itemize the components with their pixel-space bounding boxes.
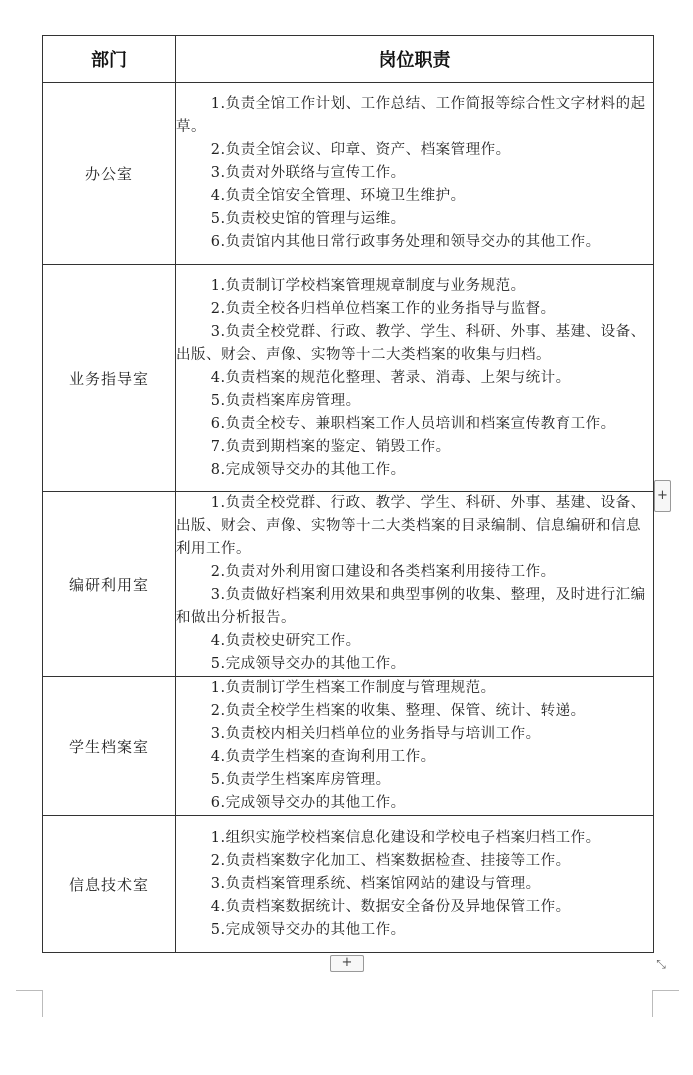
duties-cell[interactable]	[176, 677, 654, 816]
duty-item: 5.完成领导交办的其他工作。	[210, 656, 406, 672]
duty-item: 3.负责对外联络与宣传工作。	[210, 165, 406, 181]
dept-cell[interactable]: 编研利用室	[43, 492, 176, 677]
duty-item: 1.负责全馆工作计划、工作总结、工作简报等综合性文字材料的起草。	[176, 96, 646, 135]
duty-item: 1.负责全校党群、行政、教学、学生、科研、外事、基建、设备、出版、财会、声像、实物等十二大类档案的目录编制、信息编研和信息利用工作。	[176, 495, 646, 557]
duty-item: 4.负责档案的规范化整理、著录、消毒、上架与统计。	[210, 369, 571, 386]
resize-handle-icon[interactable]: ⤡	[656, 957, 666, 971]
duty-item: 3.负责校内相关归档单位的业务指导与培训工作。	[210, 726, 541, 742]
duty-item: 8.完成领导交办的其他工作。	[210, 461, 406, 478]
duty-item: 3.负责档案管理系统、档案馆网站的建设与管理。	[210, 875, 541, 892]
header-row	[43, 36, 654, 83]
dept-cell[interactable]: 办公室	[43, 83, 176, 265]
duty-item: 5.负责档案库房管理。	[210, 392, 361, 409]
duty-item: 5.负责校史馆的管理与运维。	[210, 211, 406, 227]
duty-table	[42, 35, 654, 953]
duty-item: 6.负责全校专、兼职档案工作人员培训和档案宣传教育工作。	[210, 415, 616, 432]
duty-item: 5.完成领导交办的其他工作。	[210, 921, 406, 938]
duty-item: 2.负责档案数字化加工、档案数据检查、挂接等工作。	[210, 852, 571, 869]
duty-item: 4.负责档案数据统计、数据安全备份及异地保管工作。	[210, 898, 571, 915]
duty-item: 1.负责制订学生档案工作制度与管理规范。	[210, 680, 496, 696]
duty-item: 2.负责全校学生档案的收集、整理、保管、统计、转递。	[210, 703, 586, 719]
duty-item: 1.组织实施学校档案信息化建设和学校电子档案归档工作。	[210, 829, 601, 846]
duty-item: 6.负责馆内其他日常行政事务处理和领导交办的其他工作。	[210, 234, 601, 250]
duty-item: 4.负责校史研究工作。	[210, 633, 361, 649]
add-column-button[interactable]: +	[654, 480, 671, 512]
duty-item: 2.负责对外利用窗口建设和各类档案利用接待工作。	[210, 564, 556, 580]
duty-item: 6.完成领导交办的其他工作。	[210, 795, 406, 811]
table-row	[43, 83, 654, 265]
duty-item: 7.负责到期档案的鉴定、销毁工作。	[210, 438, 451, 455]
duty-item: 2.负责全校各归档单位档案工作的业务指导与监督。	[210, 300, 556, 317]
dept-cell[interactable]: 信息技术室	[43, 816, 176, 953]
add-row-button[interactable]: +	[330, 955, 364, 972]
dept-cell[interactable]: 学生档案室	[43, 677, 176, 816]
duty-item: 4.负责学生档案的查询利用工作。	[210, 749, 436, 765]
duty-item: 3.负责全校党群、行政、教学、学生、科研、外事、基建、设备、出版、财会、声像、实物等十二大类档案的收集与归档。	[176, 323, 646, 363]
duties-cell[interactable]	[176, 265, 654, 492]
header-duty[interactable]: 岗位职责	[176, 36, 654, 83]
duties-cell[interactable]	[176, 83, 654, 265]
duty-item: 5.负责学生档案库房管理。	[210, 772, 391, 788]
duty-item: 2.负责全馆会议、印章、资产、档案管理作。	[210, 142, 511, 158]
duties-cell[interactable]	[176, 816, 654, 953]
duties-cell[interactable]	[176, 492, 654, 677]
page-corner-mark-right	[652, 990, 679, 1017]
table-row	[43, 265, 654, 492]
duty-item: 4.负责全馆安全管理、环境卫生维护。	[210, 188, 466, 204]
page-corner-mark-left	[16, 990, 43, 1017]
table-row	[43, 677, 654, 816]
table-row	[43, 492, 654, 677]
header-dept[interactable]: 部门	[43, 36, 176, 83]
duty-item: 1.负责制订学校档案管理规章制度与业务规范。	[210, 277, 526, 294]
table-row	[43, 816, 654, 953]
duty-item: 3.负责做好档案利用效果和典型事例的收集、整理，及时进行汇编和做出分析报告。	[176, 587, 646, 626]
dept-cell[interactable]: 业务指导室	[43, 265, 176, 492]
